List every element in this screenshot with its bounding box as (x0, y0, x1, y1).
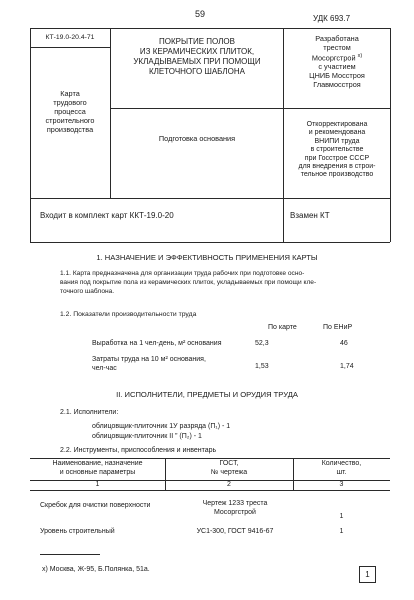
table-cell-gost: Чертеж 1233 треста Мосоргстрой (202, 500, 268, 517)
table-cell-gost: УС1-300, ГОСТ 9416-67 (196, 528, 274, 535)
table-col-number: 2 (227, 481, 231, 488)
paragraph-2-2: 2.2. Инструменты, приспособления и инвентарь (60, 447, 217, 454)
developer-block: Разработана трестом Мосоргстрой $^{x)}$ с участием ЦНИБ Мосстроя Главмосстроя (309, 34, 365, 89)
approval-block: Откорректирована и рекомендована ВНИПИ труда в строительстве при Госстрое СССР для внедрения в строи- тельное производство (298, 121, 376, 179)
section-2-title: II. ИСПОЛНИТЕЛИ, ПРЕДМЕТЫ И ОРУДИЯ ТРУДА (116, 390, 298, 399)
corner-page-box: 1 (359, 566, 376, 583)
page-number: 59 (195, 9, 206, 19)
section-1-title: 1. НАЗНАЧЕНИЕ И ЭФФЕКТИВНОСТЬ ПРИМЕНЕНИЯ КАРТЫ (96, 253, 318, 262)
table-header-gost: ГОСТ, № чертежа (210, 460, 248, 476)
paragraph-2-1: 2.1. Исполнители: (60, 409, 119, 416)
table-cell-qty: 1 (339, 528, 344, 535)
indicator-label-unit: чел-час (92, 365, 117, 373)
indicator-card-value: 1,53 (255, 363, 269, 370)
table-cell-name: Скребок для очистки поверхности (40, 502, 151, 509)
card-title: ПОКРЫТИЕ ПОЛОВ ИЗ КЕРАМИЧЕСКИХ ПЛИТОК, УКЛАДЫВАЕМЫХ ПРИ ПОМОЩИ КЛЕТОЧНОГО ШАБЛОНА (133, 37, 261, 76)
indicator-row (92, 340, 221, 348)
table-header-qty: Количество, шт. (321, 460, 362, 476)
included-in: Входит в комплект карт ККТ-19.0-20 (40, 211, 174, 220)
table-cell-name: Уровень строительный (40, 528, 115, 535)
indicator-label: Затраты труда на 10 м² основания, (92, 356, 206, 363)
card-code: КТ-19.0-20.4-71 (45, 34, 95, 41)
card-subtitle: Подготовка основания (158, 134, 236, 143)
indicator-label: Выработка на 1 чел-день, м² основания (92, 340, 222, 347)
paragraph-1-2: 1.2. Показатели производительности труда (60, 311, 197, 318)
performer-item: облицовщик-плиточник II ” (П₂) - 1 (92, 432, 202, 440)
indicators-col-enir: По ЕНиР (323, 324, 353, 331)
indicators-col-card: По карте (268, 324, 297, 331)
footnote: x) Москва, Ж-95, Б.Полянка, 51а. (42, 566, 150, 573)
performers-list (92, 422, 230, 442)
card-type: Карта трудового процесса строительного производства (45, 89, 95, 134)
udk-code: УДК 693.7 (313, 14, 351, 23)
table-col-number: 1 (95, 481, 100, 488)
indicator-enir-value: 1,74 (340, 363, 354, 370)
paragraph-1-1: 1.1. Карта предназначена для организации труда рабочих при подготовке осно- вания под покрытие пола из керамических плиток, укладываемых при помощи кле- точного шаблона. (60, 270, 317, 295)
performer-item: облицовщик-плиточник 1У разряда (П₁) - 1 (92, 423, 231, 430)
footnote-rule (40, 554, 100, 555)
table-cell-qty: 1 (339, 513, 344, 520)
table-col-number: 3 (339, 481, 344, 488)
indicator-row (92, 355, 206, 374)
indicator-card-value: 52,3 (255, 340, 269, 347)
replaces: Взамен КТ (290, 211, 330, 220)
footnote-mark: x) (357, 52, 363, 59)
table-header-name: Наименование, назначение и основные параметры (52, 460, 143, 476)
indicator-enir-value: 46 (340, 340, 348, 347)
